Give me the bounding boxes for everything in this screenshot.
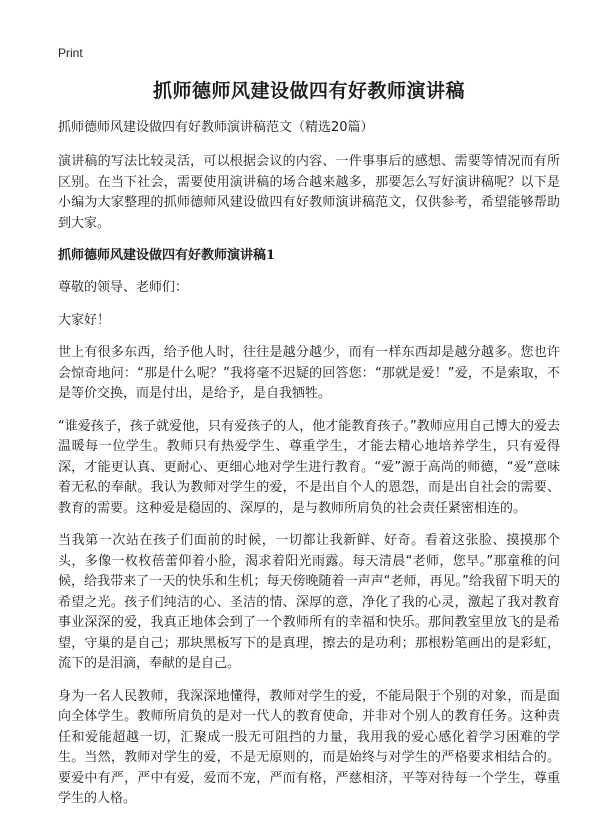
body-paragraph-2: “谁爱孩子，孩子就爱他，只有爱孩子的人，他才能教育孩子。”教师应用自己博大的爱去温暖每一位学生。教师只有热爱学生、尊重学生，才能去精心地培养学生，只有爱得深，才能更认真、更耐心、更细心地对学生进行教育。“爱”源于高尚的师德，“爱”意味着无私的奉献。我认为教师对学生的爱，不是出自个人的恩怨，而是出自社会的需要、教育的需要。这种爱是稳固的、深厚的，是与教师所肩负的社会责任紧密相连的。	[58, 418, 560, 516]
section-heading: 抓师德师风建设做四有好教师演讲稿1	[58, 248, 276, 263]
greeting-line: 尊敬的领导、老师们：	[58, 280, 189, 295]
body-paragraph-3: 当我第一次站在孩子们面前的时候，一切都让我新鲜、好奇。看着这张脸、摸摸那个头，多像一枚枚蓓蕾仰着小脸，渴求着阳光雨露。每天清晨“老师，您早。”那童稚的问候，给我带来了一天的快乐和生机；每天傍晚随着一声声“老师，再见。”给我留下明天的希望之光。孩子们纯洁的心、圣洁的情、深厚的意，净化了我的心灵，激起了我对教育事业深深的爱，我真正地体会到了一个教师所有的幸福和快乐。那间教室里放飞的是希望，守巢的是自己；那块黑板写下的是真理，擦去的是功利；那根粉笔画出的是彩虹，流下的是泪滴，奉献的是自己。	[58, 533, 560, 671]
body-paragraph-4: 身为一名人民教师，我深深地懂得，教师对学生的爱，不能局限于个别的对象，而是面向全体学生。教师所肩负的是对一代人的教育使命，并非对个别人的教育任务。这种责任和爱能超越一切，汇聚成一股无可阻挡的力量，我用我的爱心感化着学习困难的学生。当然，教师对学生的爱，不是无原则的，而是始终与对学生的严格要求相结合的。要爱中有严，严中有爱，爱而不宠，严而有格，严慈相济，平等对待每一个学生，尊重学生的人格。	[58, 688, 560, 806]
document-subtitle: 抓师德师风建设做四有好教师演讲稿范文（精选20篇）	[58, 120, 374, 135]
salutation-line: 大家好！	[58, 312, 111, 328]
intro-paragraph: 演讲稿的写法比较灵活，可以根据会议的内容、一件事事后的感想、需要等情况而有所区别。在当下社会，需要使用演讲稿的场合越来越多，那要怎么写好演讲稿呢？以下是小编为大家整理的抓师德师风建设做四有好教师演讲稿范文，仅供参考，希望能够帮助到大家。	[58, 154, 560, 231]
body-paragraph-1: 世上有很多东西，给予他人时，往往是越分越少，而有一样东西却是越分越多。您也许会惊奇地问：“那是什么呢？”我将毫不迟疑的回答您：“那就是爱！”爱，不是索取，不是等价交换，而是付出，是给予，是自我牺牲。	[58, 345, 560, 401]
print-link[interactable]: Print	[58, 46, 83, 60]
page-title: 抓师德师风建设做四有好教师演讲稿	[152, 80, 465, 102]
